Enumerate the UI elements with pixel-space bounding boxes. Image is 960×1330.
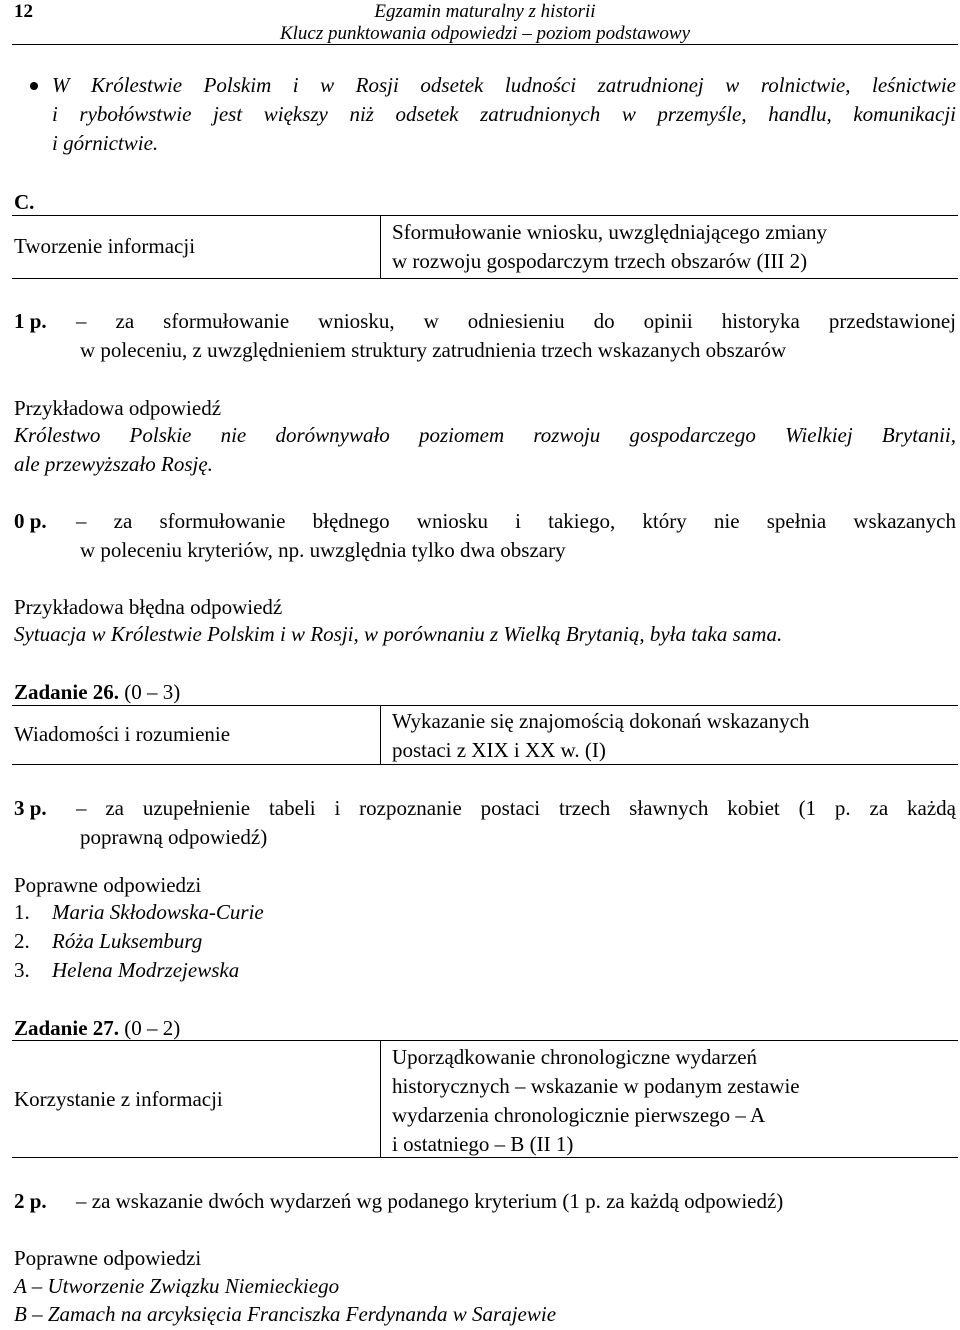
answer-a: A – Utworzenie Związku Niemieckiego (14, 1274, 340, 1298)
criterion-divider (380, 216, 381, 278)
criterion-skill: Tworzenie informacji (14, 234, 196, 258)
criterion-requirement-line-4: i ostatniego – B (II 1) (392, 1132, 574, 1156)
task-number: Zadanie 27. (14, 1016, 120, 1040)
scoring-rule-line-2: w poleceniu kryteriów, np. uwzględnia tylko dwa obszary (80, 538, 566, 562)
bullet-text-line-1: W Królestwie Polskim i w Rosji odsetek ludności zatrudnionej w rolnictwie, leśnictwie (52, 73, 956, 97)
section-label: C. (14, 190, 35, 214)
example-answer-line-2: ale przewyższało Rosję. (14, 452, 213, 476)
task-number: Zadanie 26. (14, 680, 120, 704)
item-text: Róża Luksemburg (52, 929, 203, 953)
wrong-answer-text: Sytuacja w Królestwie Polskim i w Rosji, w porównaniu z Wielką Brytanią, była taka sama. (14, 622, 783, 646)
task-points-range: (0 – 3) (124, 680, 181, 704)
scoring-rule: – za wskazanie dwóch wydarzeń wg podanego kryterium (1 p. za każdą odpowiedź) (76, 1189, 784, 1213)
criterion-box-27 (12, 1040, 958, 1158)
criterion-box-c (12, 215, 958, 279)
criterion-requirement-line-1: Uporządkowanie chronologiczne wydarzeń (392, 1045, 758, 1069)
item-number: 1. (14, 900, 30, 924)
criterion-requirement-line-1: Wykazanie się znajomością dokonań wskazanych (392, 709, 810, 733)
list-item (14, 927, 264, 956)
list-item (14, 956, 264, 985)
header-subtitle: Klucz punktowania odpowiedzi – poziom podstawowy (279, 23, 691, 44)
item-number: 2. (14, 929, 30, 953)
item-text: Maria Skłodowska-Curie (52, 900, 264, 924)
criterion-requirement-line-2: historycznych – wskazanie w podanym zestawie (392, 1074, 800, 1098)
answer-b: B – Zamach na arcyksięcia Franciszka Ferdynanda w Sarajewie (14, 1302, 557, 1326)
criterion-skill: Korzystanie z informacji (14, 1087, 223, 1111)
page-header (12, 0, 958, 45)
criterion-divider (380, 706, 381, 764)
header-title: Egzamin maturalny z historii (374, 1, 596, 22)
criterion-requirement-line-3: wydarzenia chronologicznie pierwszego – A (392, 1103, 766, 1127)
wrong-answer-label: Przykładowa błędna odpowiedź (14, 595, 283, 619)
correct-answers-label: Poprawne odpowiedzi (14, 1246, 202, 1270)
criterion-divider (380, 1041, 381, 1157)
page-number: 12 (14, 1, 33, 22)
correct-answers-list (14, 898, 264, 985)
scoring-rule-line-1: – za sformułowanie błędnego wniosku i takiego, który nie spełnia wskazanych (76, 509, 956, 533)
scoring-rule-line-2: poprawną odpowiedź) (80, 825, 268, 849)
scoring-rule-line-1: – za uzupełnienie tabeli i rozpoznanie postaci trzech sławnych kobiet (1 p. za każdą (76, 796, 956, 820)
criterion-skill: Wiadomości i rozumienie (14, 722, 231, 746)
task-heading (14, 678, 180, 707)
correct-answers-label: Poprawne odpowiedzi (14, 873, 202, 897)
points-label: 0 p. (14, 509, 47, 533)
points-label: 3 p. (14, 796, 47, 820)
bullet-text-line-2: i rybołówstwie jest większy niż odsetek zatrudnionych w przemyśle, handlu, komunikacji (52, 102, 956, 126)
criterion-requirement-line-1: Sformułowanie wniosku, uwzględniającego zmiany (392, 220, 828, 244)
bullet-icon (30, 82, 38, 90)
example-answer-line-1: Królestwo Polskie nie dorównywało poziomem rozwoju gospodarczego Wielkiej Brytanii, (14, 423, 956, 447)
bullet-text-line-3: i górnictwie. (52, 131, 159, 155)
points-label: 2 p. (14, 1189, 47, 1213)
example-answer-label: Przykładowa odpowiedź (14, 396, 222, 420)
task-points-range: (0 – 2) (124, 1016, 181, 1040)
scoring-rule-line-2: w poleceniu, z uwzględnieniem struktury zatrudnienia trzech wskazanych obszarów (80, 338, 787, 362)
item-text: Helena Modrzejewska (52, 958, 240, 982)
item-number: 3. (14, 958, 30, 982)
criterion-requirement-line-2: w rozwoju gospodarczym trzech obszarów (III 2) (392, 249, 808, 273)
task-heading (14, 1014, 180, 1043)
scoring-rule-line-1: – za sformułowanie wniosku, w odniesieniu do opinii historyka przedstawionej (76, 309, 956, 333)
criterion-box-26 (12, 705, 958, 765)
list-item (14, 898, 264, 927)
points-label: 1 p. (14, 309, 47, 333)
criterion-requirement-line-2: postaci z XIX i XX w. (I) (392, 738, 606, 762)
